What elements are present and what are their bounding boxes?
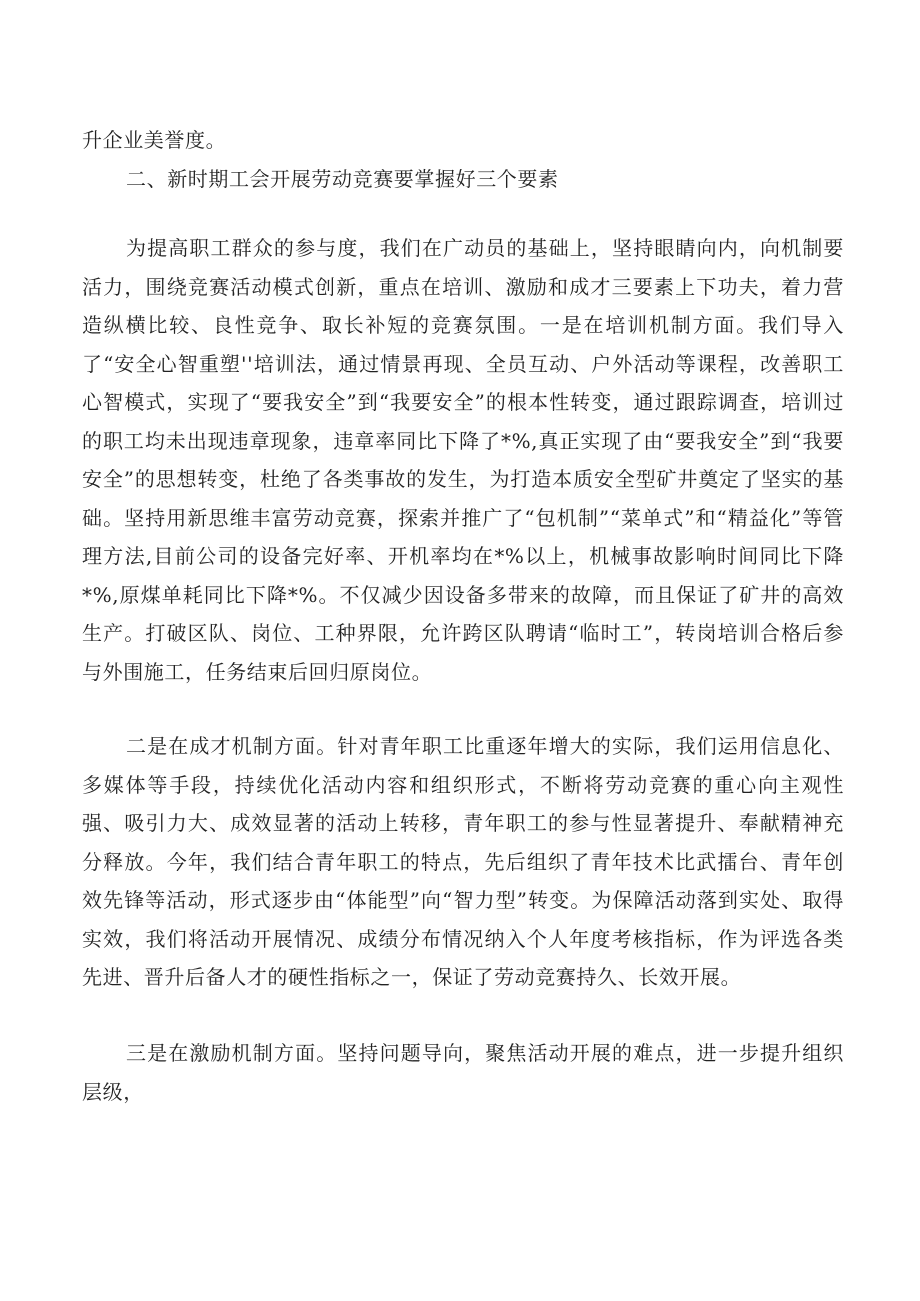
paragraph-training-mechanism: 为提高职工群众的参与度，我们在广动员的基础上，坚持眼睛向内，向机制要活力，围绕竞赛活动模式创新，重点在培训、激励和成才三要素上下功夫，着力营造纵横比较、良性竞争、取长补短的竞赛氛围。一是在培训机制方面。我们导入了“安全心智重塑''培训法，通过情景再现、全员互动、户外活动等课程，改善职工心智模式，实现了“要我安全”到“我要安全”的根本性转变，通过跟踪调查，培训过的职工均未出现违章现象，违章率同比下降了*%,真正实现了由“要我安全”到“我要安全”的思想转变，杜绝了各类事故的发生，为打造本质安全型矿井奠定了坚实的基础。坚持用新思维丰富劳动竞赛，探索并推广了“包机制”“菜单式”和“精益化”等管理方法,目前公司的设备完好率、开机率均在*%以上，机械事故影响时间同比下降*%,原煤单耗同比下降*%。不仅减少因设备多带来的故障，而且保证了矿井的高效生产。打破区队、岗位、工种界限，允许跨区队聘请“临时工”，转岗培训合格后参与外围施工，任务结束后回归原岗位。 (82, 236, 844, 684)
paragraph-continuation: 升企业美誉度。 (82, 128, 227, 152)
paragraph-incentive-mechanism: 三是在激励机制方面。坚持问题导向，聚焦活动开展的难点，进一步提升组织层级， (82, 1041, 844, 1104)
section-heading: 二、新时期工会开展劳动竞赛要掌握好三个要素 (126, 167, 559, 191)
paragraph-talent-mechanism: 二是在成才机制方面。针对青年职工比重逐年增大的实际，我们运用信息化、多媒体等手段，持续优化活动内容和组织形式，不断将劳动竞赛的重心向主观性强、吸引力大、成效显著的活动上转移，青年职工的参与性显著提升、奉献精神充分释放。今年，我们结合青年职工的特点，先后组织了青年技术比武擂台、青年创效先锋等活动，形式逐步由“体能型”向“智力型”转变。为保障活动落到实处、取得实效，我们将活动开展情况、成绩分布情况纳入个人年度考核指标，作为评选各类先进、晋升后备人才的硬性指标之一，保证了劳动竞赛持久、长效开展。 (82, 734, 844, 989)
